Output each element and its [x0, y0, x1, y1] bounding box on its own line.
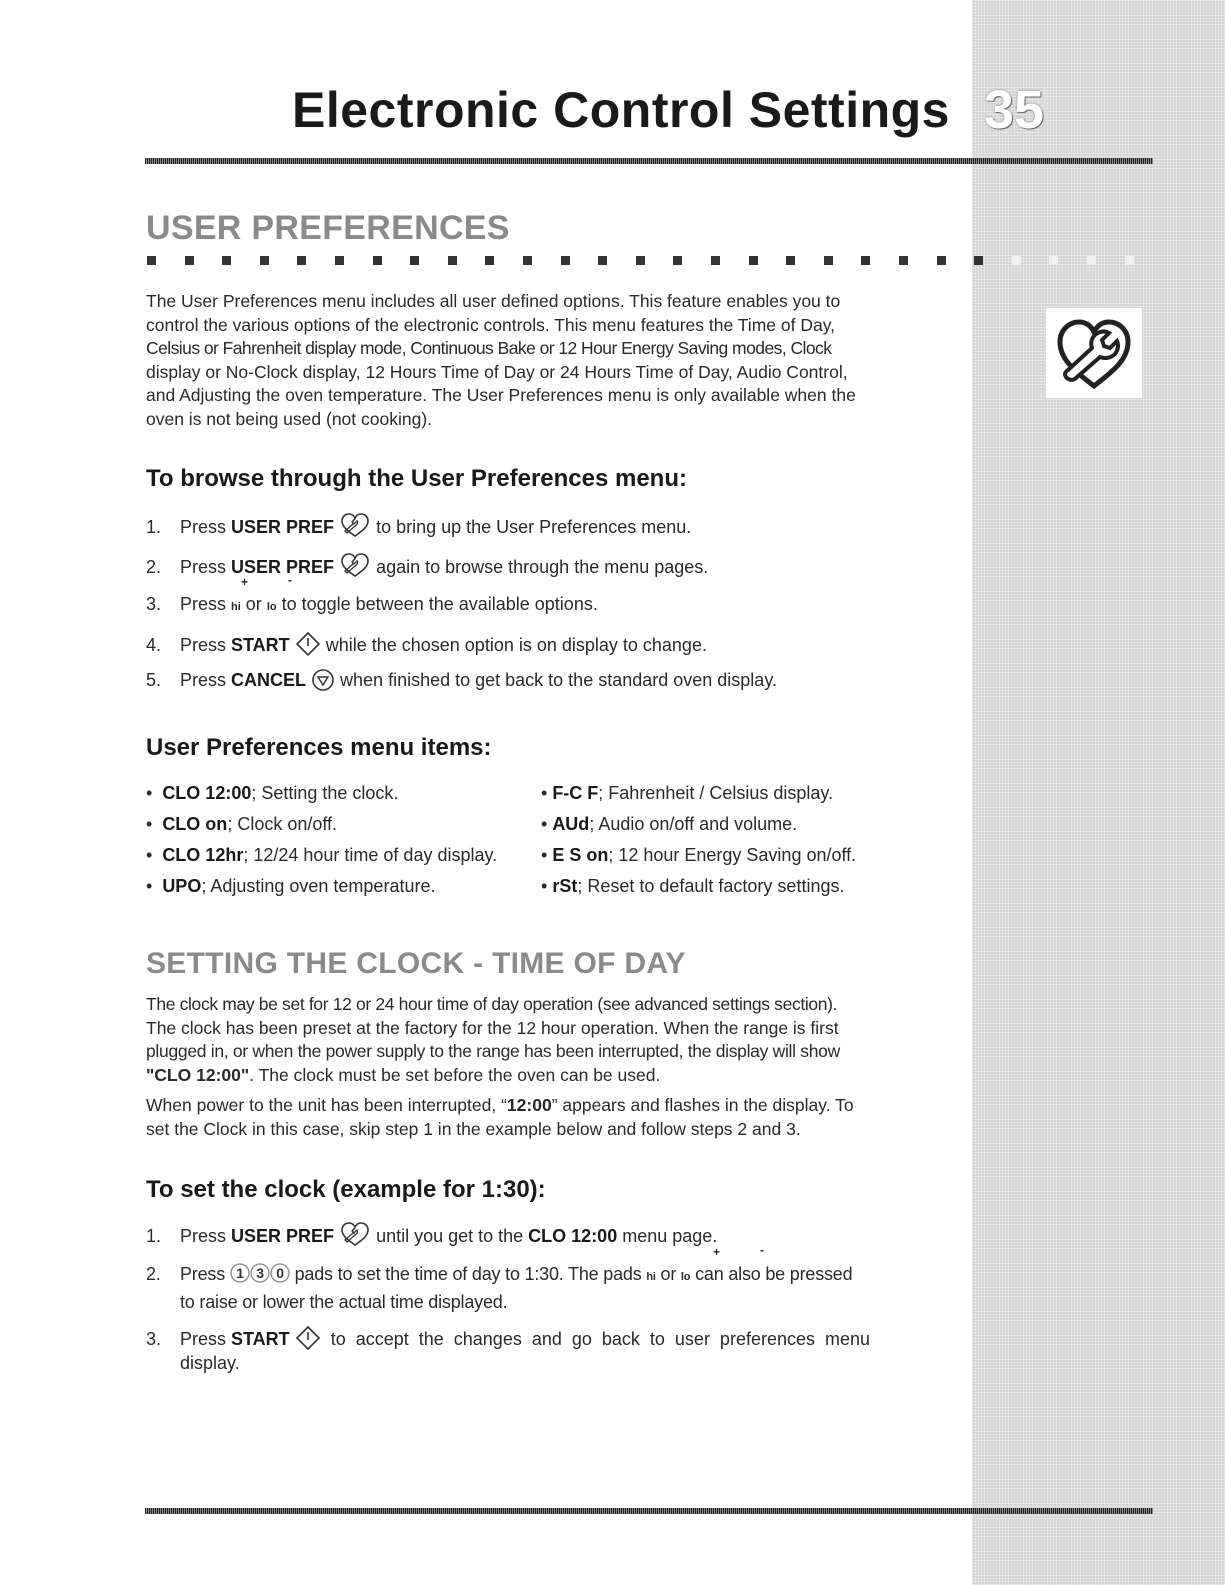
- menu-desc: ; Setting the clock.: [251, 783, 399, 803]
- browse-step-5: [146, 668, 952, 692]
- step-text: to toggle between the available options.: [276, 594, 598, 614]
- start-diamond-icon: [295, 631, 321, 657]
- section-heading-setting-clock: SETTING THE CLOCK - TIME OF DAY: [146, 947, 686, 980]
- hi-key: hi: [646, 1271, 656, 1283]
- plus-mark: +: [713, 1245, 721, 1259]
- divider-dot: [1049, 256, 1058, 265]
- wrench-heart-icon: [339, 513, 371, 539]
- divider-dot: [222, 256, 231, 265]
- step-text: display.: [180, 1353, 240, 1373]
- step-number: 1.: [146, 1226, 162, 1246]
- step-text: or: [655, 1264, 681, 1284]
- divider-dot: [636, 256, 645, 265]
- menu-desc: ; Adjusting oven temperature.: [201, 876, 436, 896]
- step-text: or: [240, 594, 267, 614]
- menu-desc: ; Fahrenheit / Celsius display.: [598, 783, 834, 803]
- minus-mark: -: [760, 1243, 764, 1257]
- browse-step-2: [146, 553, 952, 579]
- list-item: • E S on; 12 hour Energy Saving on/off.: [541, 845, 857, 865]
- divider-dot: [373, 256, 382, 265]
- divider-dot: [824, 256, 833, 265]
- step-number: 1.: [146, 517, 162, 537]
- pad-digit: 0: [276, 1265, 284, 1281]
- clock-paragraph-1: [146, 993, 952, 1087]
- intro-line: control the various options of the electronic controls. This menu features the Time of Day,: [146, 314, 836, 335]
- step-number: 4.: [146, 635, 162, 655]
- step-text: to raise or lower the actual time displayed.: [180, 1292, 508, 1312]
- clock-paragraph-2: [146, 1094, 952, 1141]
- browse-step-4: [146, 631, 952, 657]
- clock-code: CLO 12:00: [528, 1226, 618, 1246]
- divider-dot: [260, 256, 269, 265]
- para-line: [146, 1094, 952, 1118]
- divider-dot: [937, 256, 946, 265]
- sidebar-user-pref-icon-box: [1046, 308, 1142, 398]
- user-pref-key: USER PREF: [231, 1226, 335, 1246]
- clock-step-2: [146, 1262, 952, 1314]
- divider-dot: [1012, 256, 1021, 265]
- lo-key: lo: [266, 601, 277, 613]
- divider-dot: [448, 256, 457, 265]
- start-key: START: [231, 635, 290, 655]
- browse-step-1: [146, 513, 952, 539]
- menu-desc: ; Audio on/off and volume.: [589, 814, 798, 834]
- divider-dot: [861, 256, 870, 265]
- pad-digit: 3: [256, 1265, 264, 1281]
- para-line: [146, 1064, 952, 1088]
- example-heading: To set the clock (example for 1:30):: [146, 1176, 546, 1203]
- sidebar-band: [972, 0, 1225, 1585]
- number-pad-3-icon: [250, 1262, 270, 1284]
- step-number: 5.: [146, 670, 162, 690]
- step-number: 3.: [146, 1329, 162, 1349]
- step-text: Press: [180, 517, 232, 537]
- divider-dot: [561, 256, 570, 265]
- menu-desc: ; Clock on/off.: [227, 814, 338, 834]
- clock-code: 12:00: [506, 1095, 552, 1115]
- step-number: 2.: [146, 1264, 161, 1284]
- cancel-circle-icon: [311, 668, 335, 692]
- intro-line: and Adjusting the oven temperature. The User Preferences menu is only available when the: [146, 385, 856, 405]
- para-text: When power to the unit has been interrupted, “: [146, 1095, 507, 1115]
- wrench-heart-icon: [1046, 308, 1142, 398]
- step-text: while the chosen option is on display to change.: [320, 635, 707, 655]
- clock-step-1: [146, 1222, 952, 1248]
- start-diamond-icon: [295, 1325, 321, 1351]
- step-text: to bring up the User Preferences menu.: [371, 517, 692, 537]
- menu-code: UPO: [162, 876, 202, 896]
- step-text: until you get to the: [371, 1226, 529, 1246]
- divider-dot: [786, 256, 795, 265]
- divider-dot: [598, 256, 607, 265]
- plus-mark: +: [241, 575, 249, 589]
- clock-code: "CLO 12:00": [146, 1064, 250, 1085]
- menu-code: CLO 12hr: [162, 845, 244, 865]
- divider-dot: [673, 256, 682, 265]
- wrench-heart-icon: [339, 553, 371, 579]
- top-divider: [145, 158, 1153, 164]
- user-preferences-intro: [146, 290, 952, 431]
- step-text: Press: [180, 1226, 232, 1246]
- number-pad-group: [230, 1262, 290, 1290]
- step-text: menu page.: [617, 1226, 718, 1246]
- menu-code: F-C F: [552, 783, 599, 803]
- step-text: Press: [180, 557, 232, 577]
- intro-line: oven is not being used (not cooking).: [146, 408, 433, 429]
- divider-dot: [297, 256, 306, 265]
- menu-code: rSt: [552, 876, 578, 896]
- intro-line: Celsius or Fahrenheit display mode, Continuous Bake or 12 Hour Energy Saving modes, Clock: [146, 338, 832, 358]
- browse-step-3: [146, 592, 952, 619]
- menu-code: AUd: [552, 814, 590, 834]
- para-line: set the Clock in this case, skip step 1 in the example below and follow steps 2 and 3.: [146, 1118, 801, 1139]
- para-line: The clock has been preset at the factory for the 12 hour operation. When the range is first: [146, 1017, 839, 1038]
- step-text: when finished to get back to the standard oven display.: [335, 670, 777, 690]
- menu-desc: ; 12/24 hour time of day display.: [243, 845, 498, 865]
- user-pref-key: USER PREF: [231, 557, 335, 577]
- menu-items-heading: User Preferences menu items:: [146, 734, 492, 761]
- step-text: again to browse through the menu pages.: [371, 557, 709, 577]
- list-item: • CLO 12:00; Setting the clock.: [146, 783, 399, 803]
- step-text: to accept the changes and go back to user preferences menu: [320, 1329, 871, 1349]
- hi-key: hi: [231, 601, 241, 613]
- divider-dot: [749, 256, 758, 265]
- menu-desc: ; Reset to default factory settings.: [577, 876, 845, 896]
- step-text: Press: [180, 670, 232, 690]
- menu-code: E S on: [552, 845, 609, 865]
- list-item: • CLO on; Clock on/off.: [146, 814, 338, 834]
- step-text: Press: [180, 635, 232, 655]
- divider-dot: [974, 256, 983, 265]
- para-text: . The clock must be set before the oven can be used.: [249, 1064, 661, 1085]
- browse-heading: To browse through the User Preferences menu:: [146, 465, 687, 492]
- divider-dot: [485, 256, 494, 265]
- cancel-key: CANCEL: [231, 670, 307, 690]
- pad-digit: 1: [236, 1265, 244, 1281]
- intro-line: display or No-Clock display, 12 Hours Time of Day or 24 Hours Time of Day, Audio Control,: [146, 361, 848, 382]
- divider-dot: [185, 256, 194, 265]
- page-title: Electronic Control Settings: [291, 82, 950, 138]
- list-item: • F-C F; Fahrenheit / Celsius display.: [541, 783, 834, 803]
- step-number: 2.: [146, 557, 162, 577]
- list-item: • AUd; Audio on/off and volume.: [541, 814, 798, 834]
- wrench-heart-icon: [339, 1222, 371, 1248]
- dot-row-divider: [147, 256, 1157, 270]
- para-line: plugged in, or when the power supply to the range has been interrupted, the display will show: [146, 1041, 840, 1061]
- step-text: Press: [180, 1329, 232, 1349]
- step-number: 3.: [146, 594, 162, 614]
- clock-step-3: [146, 1325, 952, 1375]
- divider-dot: [410, 256, 419, 265]
- list-item: • CLO 12hr; 12/24 hour time of day display.: [146, 845, 498, 865]
- list-item: • rSt; Reset to default factory settings.: [541, 876, 845, 896]
- divider-dot: [711, 256, 720, 265]
- number-pad-0-icon: [270, 1262, 290, 1284]
- step-text: Press: [180, 1264, 230, 1284]
- step-text: pads to set the time of day to 1:30. The pads: [289, 1264, 647, 1284]
- page-number: 35: [984, 80, 1045, 140]
- bottom-divider: [145, 1508, 1153, 1514]
- section-heading-user-preferences: USER PREFERENCES: [146, 209, 510, 247]
- para-text: ” appears and flashes in the display. To: [551, 1095, 854, 1115]
- menu-code: CLO 12:00: [162, 783, 252, 803]
- menu-desc: ; 12 hour Energy Saving on/off.: [608, 845, 857, 865]
- user-pref-key: USER PREF: [231, 517, 335, 537]
- intro-line: The User Preferences menu includes all user defined options. This feature enables you to: [146, 291, 841, 311]
- list-item: • UPO; Adjusting oven temperature.: [146, 876, 436, 896]
- divider-dot: [899, 256, 908, 265]
- step-text: Press: [180, 594, 232, 614]
- divider-dot: [335, 256, 344, 265]
- lo-key: lo: [680, 1271, 691, 1283]
- divider-dot: [1087, 256, 1096, 265]
- start-key: START: [231, 1329, 290, 1349]
- number-pad-1-icon: [230, 1262, 250, 1284]
- divider-dot: [147, 256, 156, 265]
- minus-mark: -: [288, 573, 292, 587]
- para-line: The clock may be set for 12 or 24 hour time of day operation (see advanced settings section).: [146, 994, 838, 1014]
- menu-code: CLO on: [162, 814, 228, 834]
- divider-dot: [523, 256, 532, 265]
- divider-dot: [1125, 256, 1134, 265]
- step-text: can also be pressed: [690, 1264, 853, 1284]
